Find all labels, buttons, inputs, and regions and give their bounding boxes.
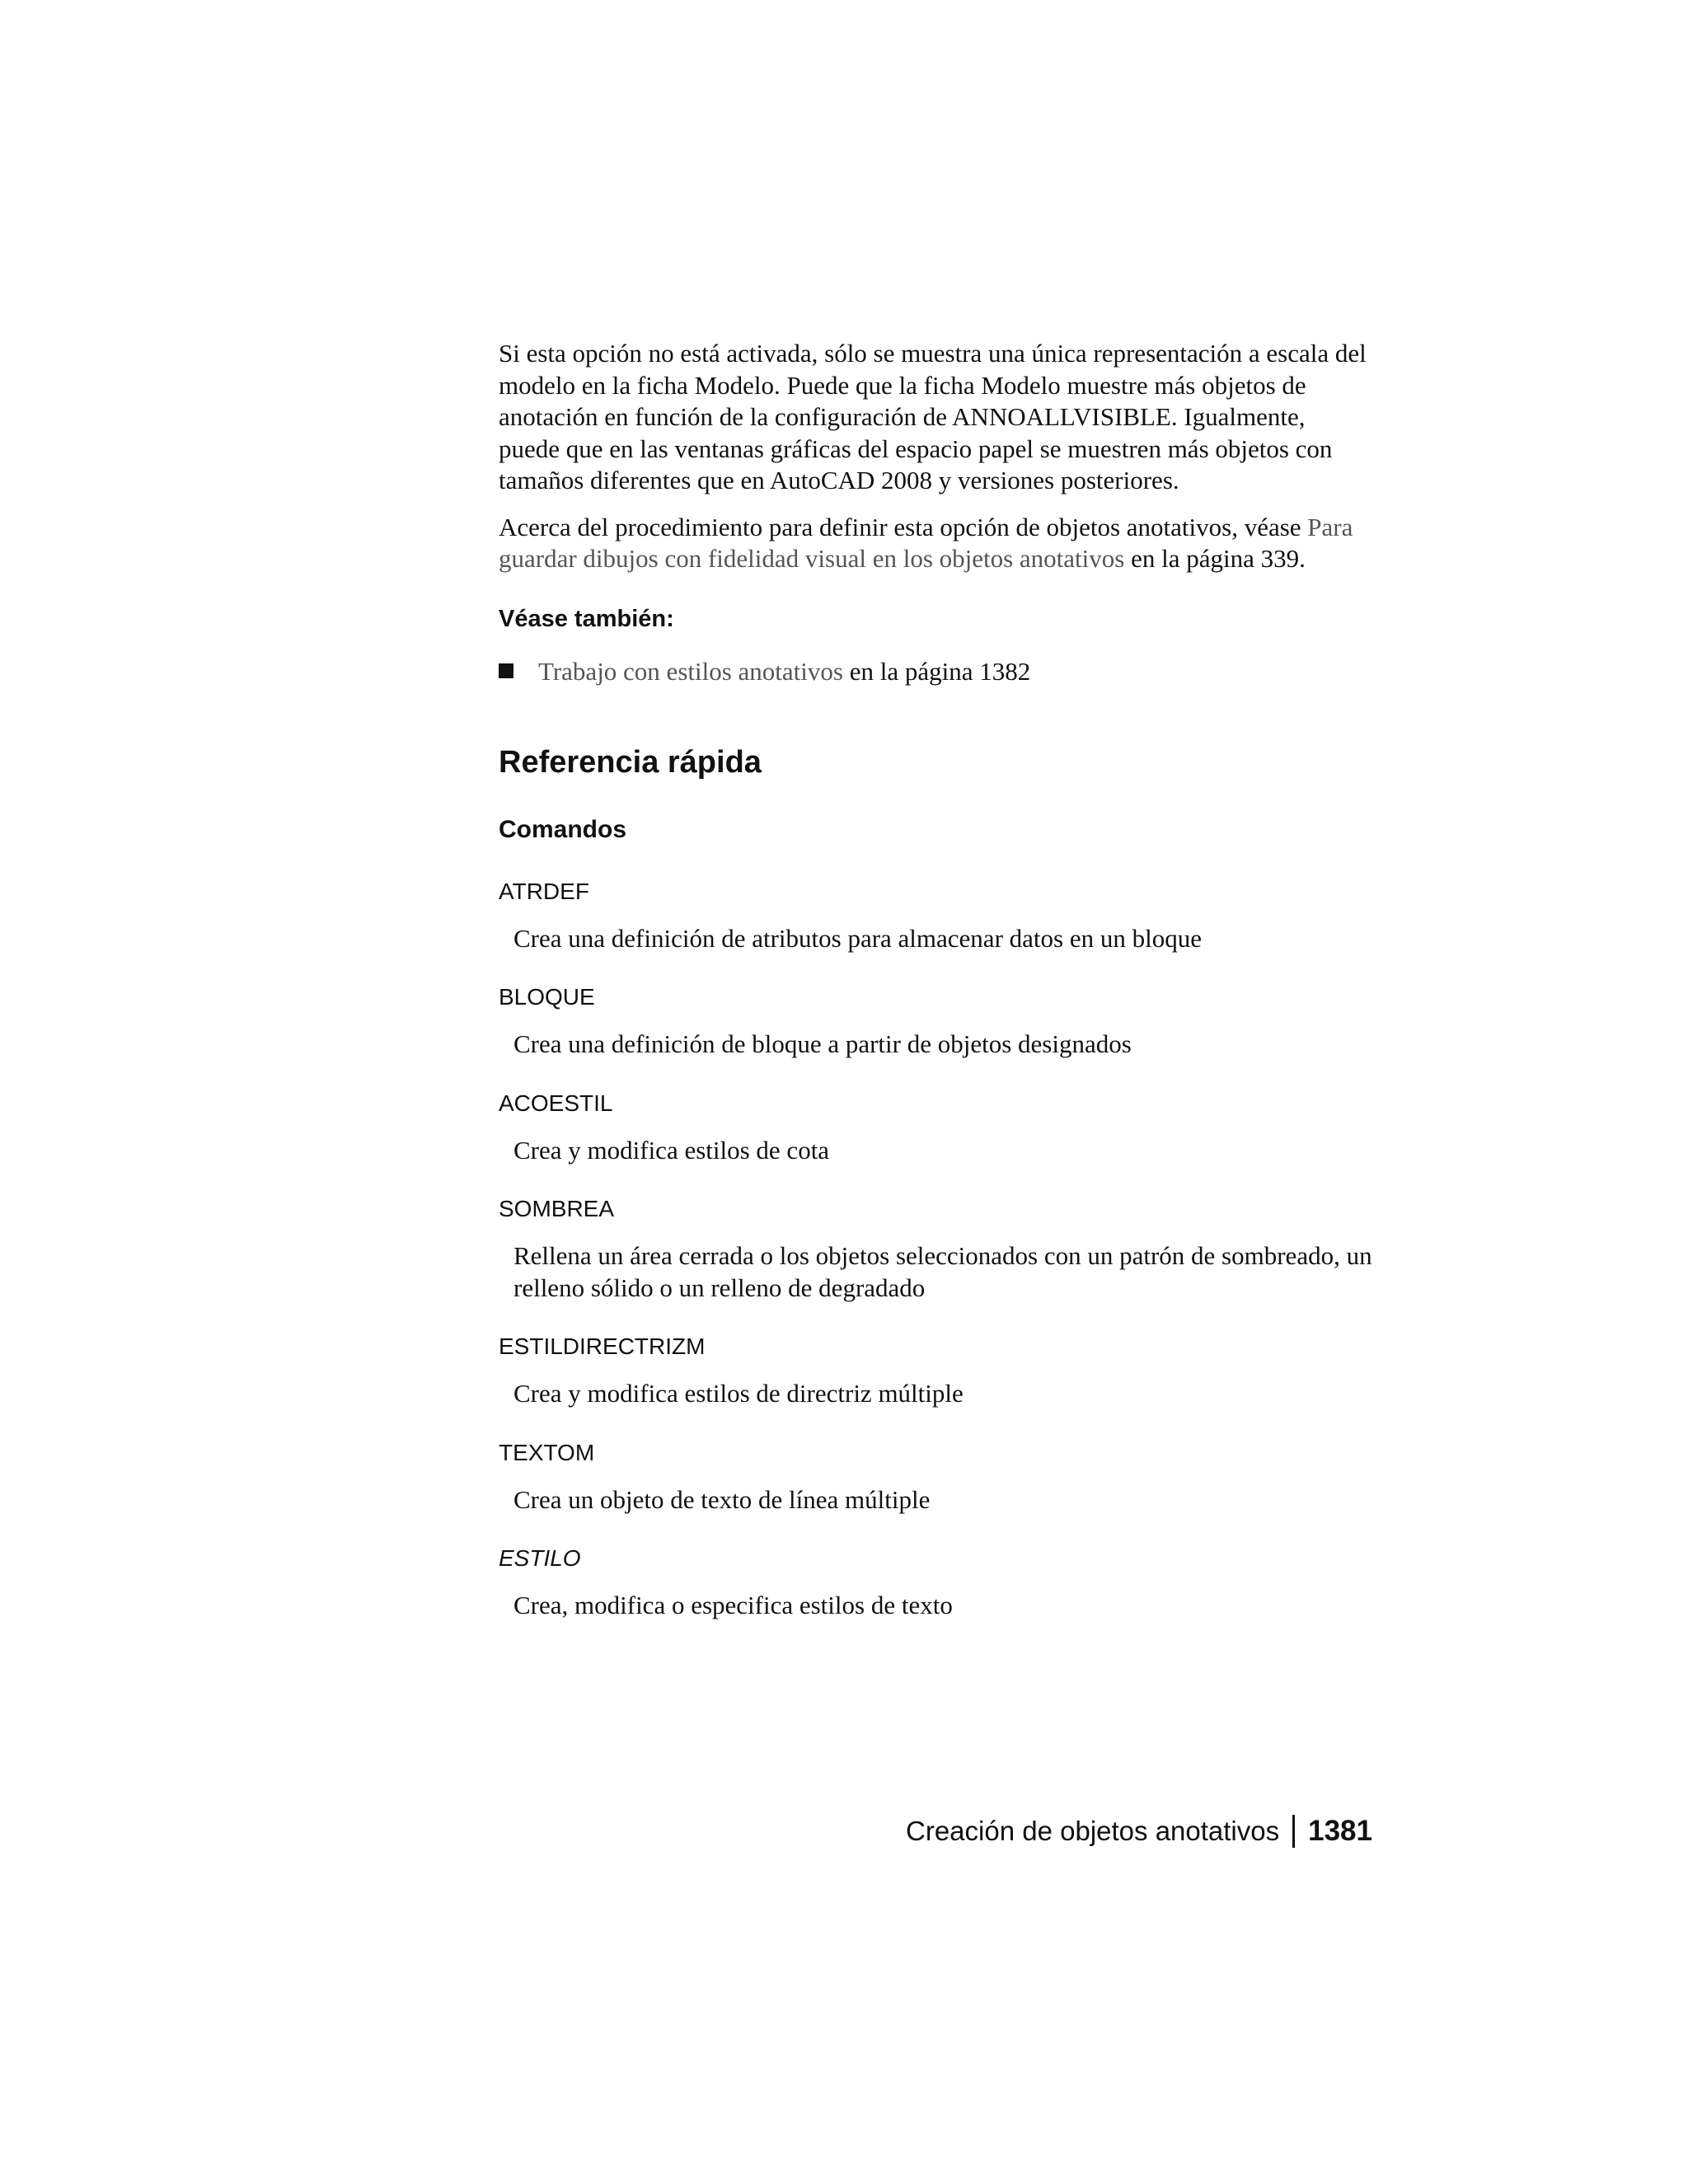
page-footer bbox=[906, 1813, 1372, 1849]
section-heading-quick-reference: Referencia rápida bbox=[499, 744, 762, 780]
command-description: Crea una definición de bloque a partir de objetos designados bbox=[513, 1029, 1132, 1058]
command-name-sombrea[interactable]: SOMBREA bbox=[499, 1196, 615, 1221]
paragraph-annotation-display: Si esta opción no está activada, sólo se muestra una única representación a escala del modelo en la ficha Modelo. Puede que la ficha Modelo muestre más objetos de anotación en función de la configuración de ANNOALLVISIBLE. Igualmente, puede que en las ventanas gráficas del espacio papel se muestren más objetos con tamaños diferentes que en AutoCAD 2008 y versiones posteriores. bbox=[499, 339, 1367, 494]
command-description: Crea un objeto de texto de línea múltiple bbox=[513, 1484, 931, 1514]
page-content bbox=[499, 338, 1372, 1622]
command-description: Crea, modifica o especifica estilos de texto bbox=[513, 1591, 953, 1619]
see-also-list-item bbox=[499, 656, 1372, 687]
command-name-atrdef[interactable]: ATRDEF bbox=[499, 878, 589, 904]
footer-divider bbox=[1292, 1815, 1295, 1848]
subheading-commands: Comandos bbox=[499, 815, 627, 843]
command-description: Crea y modifica estilos de directriz múltiple bbox=[513, 1379, 964, 1408]
command-name-acoestil[interactable]: ACOESTIL bbox=[499, 1090, 613, 1116]
command-name-bloque[interactable]: BLOQUE bbox=[499, 984, 595, 1010]
link-save-drawings-visual-fidelity[interactable]: Para guardar dibujos con fidelidad visual en los objetos anotativos bbox=[499, 512, 1353, 573]
square-bullet-icon bbox=[499, 663, 513, 678]
command-name-textom[interactable]: TEXTOM bbox=[499, 1439, 595, 1465]
paragraph-procedure-reference bbox=[499, 512, 1372, 575]
command-description: Crea y modifica estilos de cota bbox=[513, 1135, 830, 1165]
paragraph-text-prefix: Acerca del procedimiento para definir esta opción de objetos anotativos, véase bbox=[499, 512, 1308, 541]
command-name-estildirectrizm[interactable]: ESTILDIRECTRIZM bbox=[499, 1333, 706, 1359]
command-description: Crea una definición de atributos para almacenar datos en un bloque bbox=[513, 923, 1202, 953]
command-description: Rellena un área cerrada o los objetos seleccionados con un patrón de sombreado, un relleno sólido o un relleno de degradado bbox=[513, 1241, 1372, 1302]
footer-page-number: 1381 bbox=[1308, 1815, 1372, 1847]
see-also-heading: Véase también: bbox=[499, 605, 674, 632]
link-annotative-styles[interactable]: Trabajo con estilos anotativos bbox=[538, 656, 843, 686]
paragraph-text-suffix: en la página 339. bbox=[1124, 544, 1306, 573]
command-name-estilo[interactable]: ESTILO bbox=[499, 1545, 581, 1571]
link-page-suffix: en la página 1382 bbox=[842, 656, 1031, 686]
footer-chapter-title: Creación de objetos anotativos bbox=[906, 1816, 1280, 1846]
